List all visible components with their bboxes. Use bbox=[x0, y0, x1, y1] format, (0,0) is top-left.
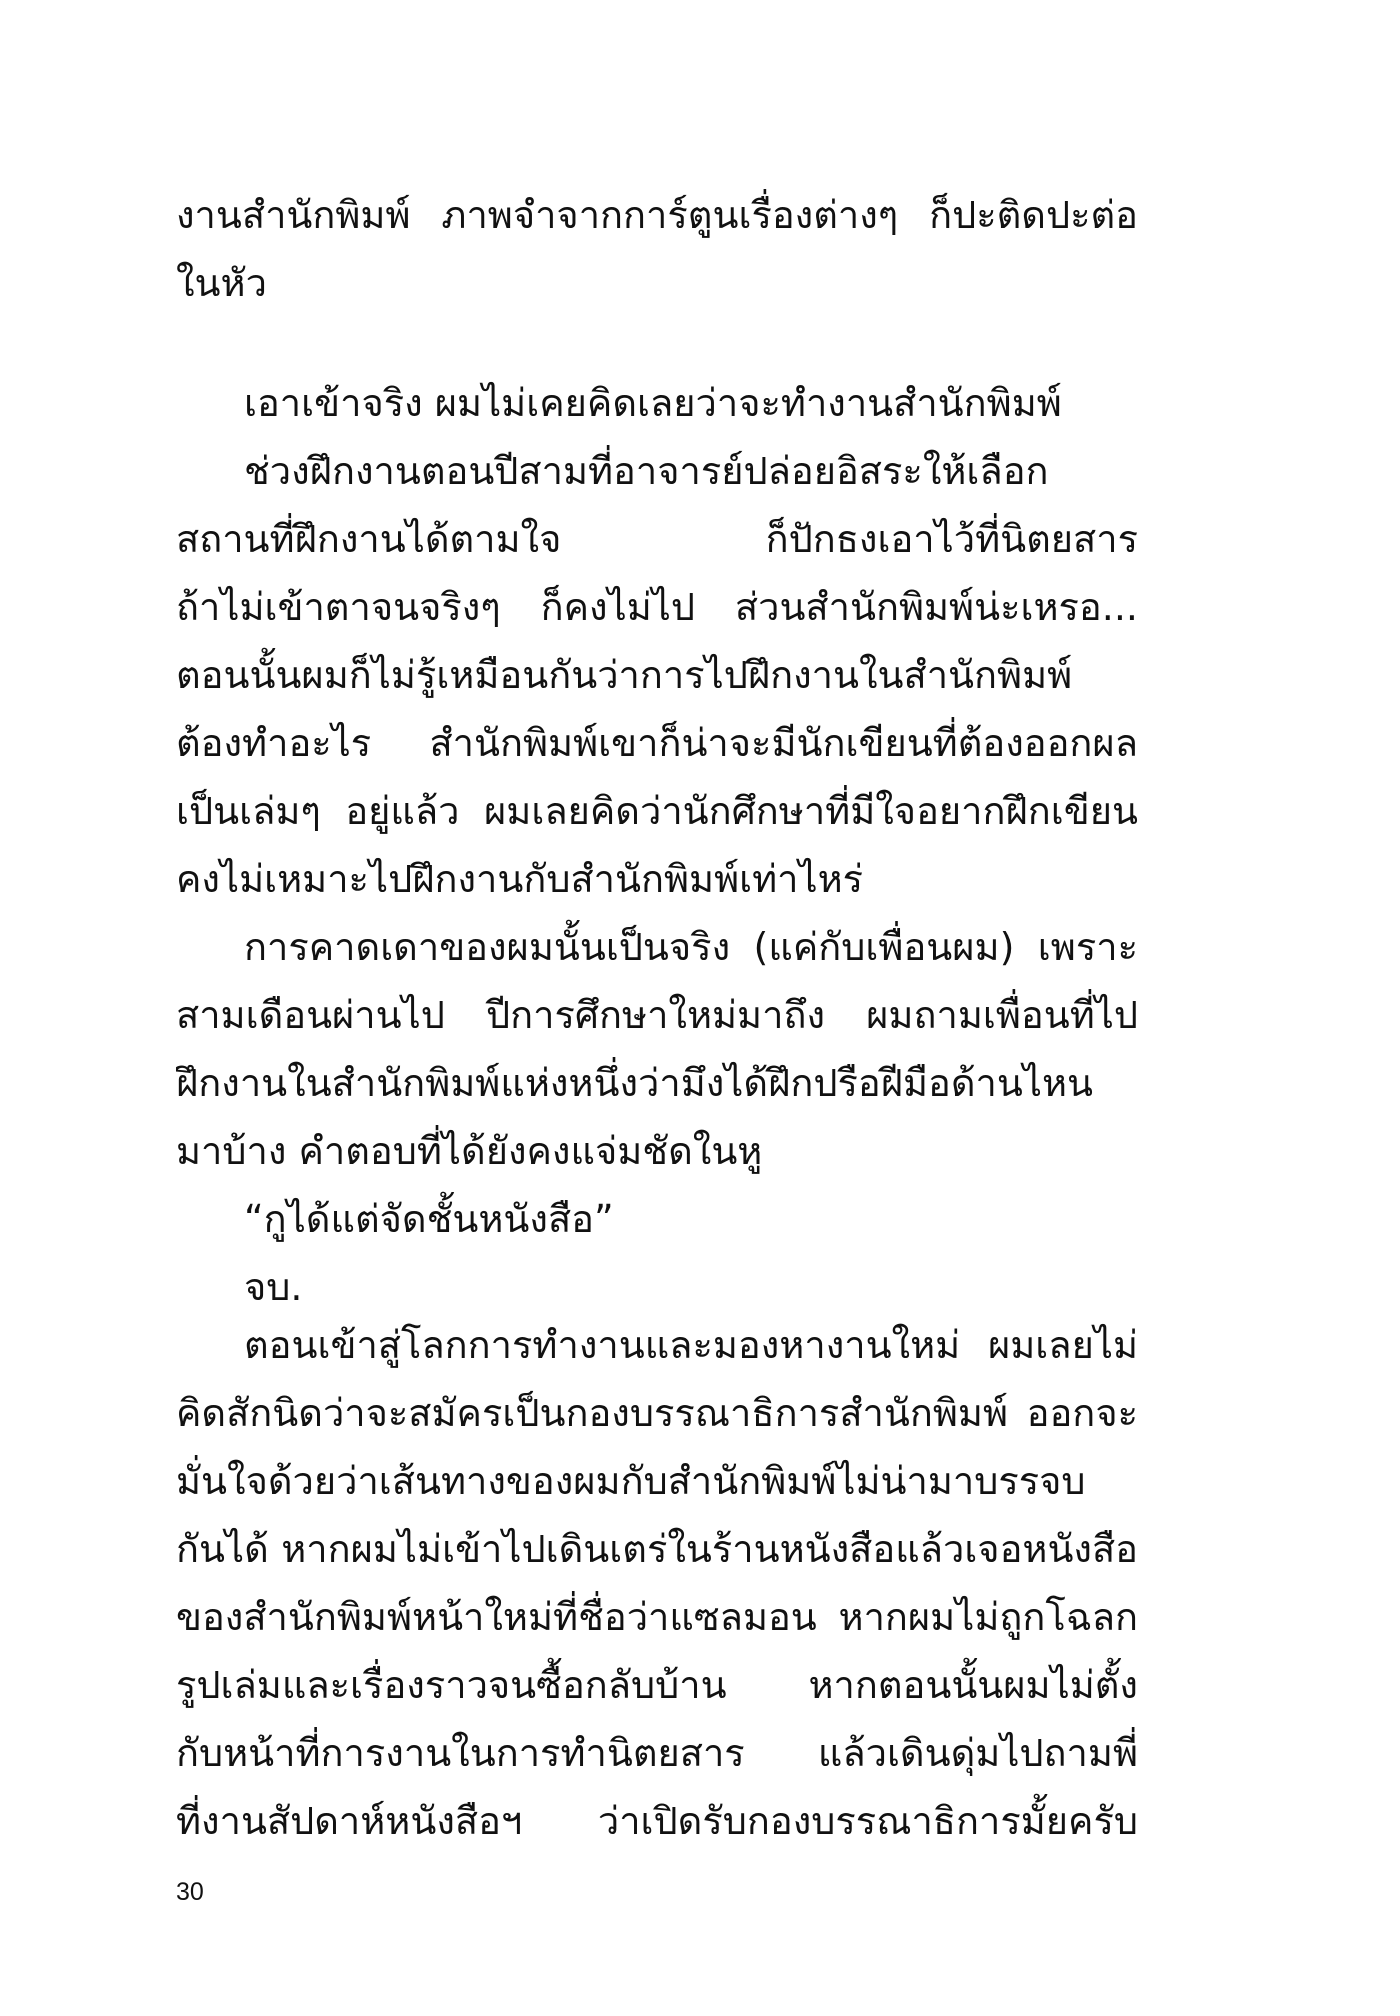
paragraph-block-2 bbox=[176, 369, 1138, 1321]
text-line: ช่วงฝึกงานตอนปีสามที่อาจารย์ปล่อยอิสระให้เลือก bbox=[244, 449, 1049, 493]
text-line: การคาดเดาของผมนั้นเป็นจริง (แค่กับเพื่อนผม) เพราะ bbox=[244, 925, 1138, 969]
text-line: คงไม่เหมาะไปฝึกงานกับสำนักพิมพ์เท่าไหร่ bbox=[176, 857, 864, 901]
text-line: งานสำนักพิมพ์ ภาพจำจากการ์ตูนเรื่องต่างๆ ก็ปะติดปะต่อ bbox=[176, 193, 1138, 237]
text-line: คิดสักนิดว่าจะสมัครเป็นกองบรรณาธิการสำนักพิมพ์ ออกจะ bbox=[176, 1391, 1138, 1435]
text-line: ของสำนักพิมพ์หน้าใหม่ที่ชื่อว่าแซลมอน หากผมไม่ถูกโฉลก bbox=[176, 1595, 1138, 1639]
text-line: สามเดือนผ่านไป ปีการศึกษาใหม่มาถึง ผมถามเพื่อนที่ไป bbox=[176, 993, 1138, 1037]
text-line: ถ้าไม่เข้าตาจนจริงๆ ก็คงไม่ไป ส่วนสำนักพิมพ์น่ะเหรอ... bbox=[176, 585, 1138, 629]
text-line: เป็นเล่มๆ อยู่แล้ว ผมเลยคิดว่านักศึกษาที่มีใจอยากฝึกเขียน bbox=[176, 789, 1138, 833]
text-line: สถานที่ฝึกงานได้ตามใจ ก็ปักธงเอาไว้ที่นิตยสาร bbox=[176, 517, 1138, 561]
text-line: ฝึกงานในสำนักพิมพ์แห่งหนึ่งว่ามึงได้ฝึกปรือฝีมือด้านไหน bbox=[176, 1061, 1093, 1105]
text-line: “กูได้แต่จัดชั้นหนังสือ” bbox=[244, 1197, 614, 1241]
text-line: ในหัว bbox=[176, 261, 267, 305]
text-line: เอาเข้าจริง ผมไม่เคยคิดเลยว่าจะทำงานสำนักพิมพ์ bbox=[244, 381, 1062, 425]
page-number: 30 bbox=[176, 1878, 204, 1906]
text-line: จบ. bbox=[244, 1265, 303, 1309]
text-line: รูปเล่มและเรื่องราวจนซื้อกลับบ้าน หากตอนนั้นผมไม่ตั้ง bbox=[176, 1663, 1138, 1707]
text-line: กันได้ หากผมไม่เข้าไปเดินเตร่ในร้านหนังสือแล้วเจอหนังสือ bbox=[176, 1527, 1138, 1571]
paragraph-block-1 bbox=[176, 181, 1138, 317]
paragraph-block-3 bbox=[176, 1311, 1138, 1855]
text-line: ตอนเข้าสู่โลกการทำงานและมองหางานใหม่ ผมเลยไม่ bbox=[244, 1323, 1138, 1367]
text-line: กับหน้าที่การงานในการทำนิตยสาร แล้วเดินดุ่มไปถามพี่ bbox=[176, 1731, 1138, 1775]
text-line: ต้องทำอะไร สำนักพิมพ์เขาก็น่าจะมีนักเขียนที่ต้องออกผล bbox=[176, 721, 1138, 765]
text-line: มาบ้าง คำตอบที่ได้ยังคงแจ่มชัดในหู bbox=[176, 1129, 763, 1173]
text-line: มั่นใจด้วยว่าเส้นทางของผมกับสำนักพิมพ์ไม่น่ามาบรรจบ bbox=[176, 1459, 1086, 1503]
text-line: ตอนนั้นผมก็ไม่รู้เหมือนกันว่าการไปฝึกงานในสำนักพิมพ์ bbox=[176, 653, 1073, 697]
text-line: ที่งานสัปดาห์หนังสือฯ ว่าเปิดรับกองบรรณาธิการมั้ยครับ bbox=[176, 1799, 1138, 1843]
